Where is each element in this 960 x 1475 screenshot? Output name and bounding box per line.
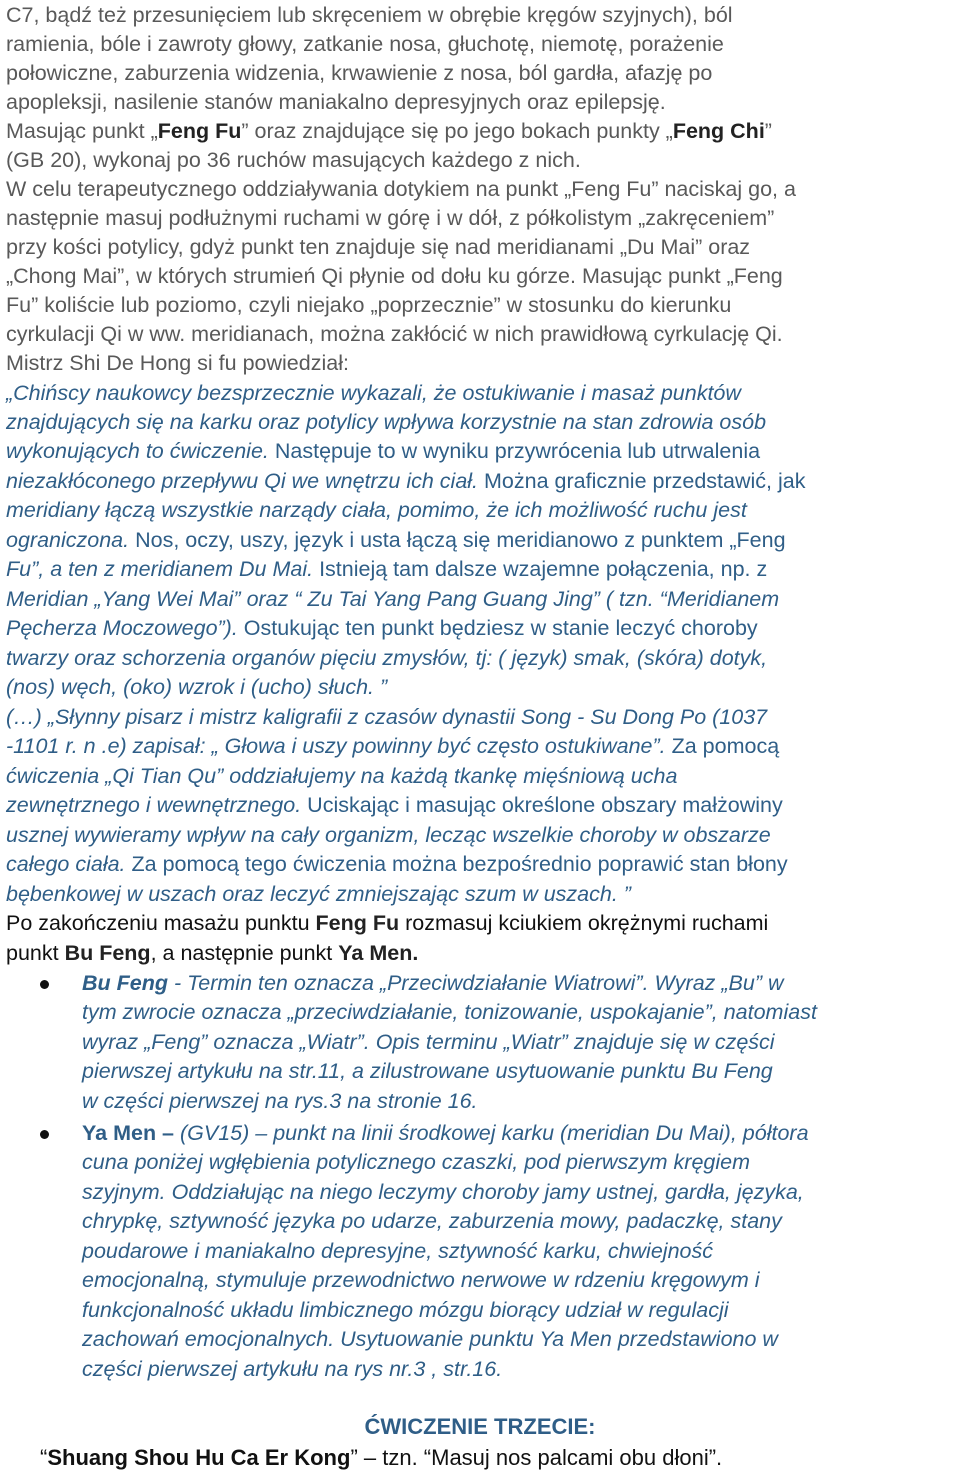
text-span: ” – tzn. “Masuj nos palcami obu dłoni”.: [350, 1445, 723, 1470]
list-item-line: funkcjonalność układu limbicznego mózgu biorący udział w regulacji: [82, 1298, 729, 1322]
quote-line: [6, 790, 783, 820]
text-span: Masując punkt „: [6, 119, 158, 143]
text-span: Za pomocą tego ćwiczenia można bezpośrednio poprawić stan błony: [125, 852, 788, 876]
exercise-title: [40, 1443, 722, 1473]
quote-line: [6, 849, 788, 879]
text-line: apopleksji, nasilenie stanów maniakalno depresyjnych oraz epilepsję.: [6, 90, 666, 114]
quote-line: Meridian „Yang Wei Mai” oraz “ Zu Tai Yang Pang Guang Jing” ( tzn. “Meridianem: [6, 587, 780, 611]
list-item-ya-men: [82, 1118, 809, 1148]
list-item-line: poudarowe i maniakalno depresyjne, sztywność karku, chwiejność: [82, 1239, 713, 1263]
bullet-point: [40, 1130, 49, 1139]
quote-line: [6, 613, 758, 643]
term-feng-fu: Feng Fu: [157, 119, 242, 143]
term-feng-fu: Feng Fu: [315, 911, 400, 935]
text-line: W celu terapeutycznego oddziaływania dotykiem na punkt „Feng Fu” naciskaj go, a: [6, 177, 796, 201]
term-bu-feng: Bu Feng: [82, 971, 168, 995]
quote-line: „Chińscy naukowcy bezsprzecznie wykazali, że ostukiwanie i masaż punktów: [6, 381, 741, 405]
massage-paragraph: [6, 116, 772, 146]
text-span: Istnieją tam dalsze wzajemne połączenia, np. z: [313, 557, 768, 581]
text-span: - Termin ten oznacza „Przeciwdziałanie Wiatrowi”. Wyraz „Bu” w: [168, 971, 784, 995]
list-item-line: w części pierwszej na rys.3 na stronie 16.: [82, 1089, 478, 1113]
text-span: Uciskając i masując określone obszary małżowiny: [301, 793, 783, 817]
text-span: -1101 r. n .e) zapisał: „ Głowa i uszy powinny być często ostukiwane”.: [6, 734, 666, 758]
list-item-line: części pierwszej artykułu na rys nr.3 , str.16.: [82, 1357, 503, 1381]
term-ya-men: Ya Men.: [338, 941, 419, 965]
text-span: Nos, oczy, uszy, język i usta łączą się meridianowo z punktem „Feng: [129, 528, 786, 552]
text-span: Fu”, a ten z meridianem Du Mai.: [6, 557, 314, 581]
text-line: Fu” koliście lub poziomo, czyli niejako „poprzecznie” w stosunku do kierunku: [6, 293, 732, 317]
quote-line: (…) „Słynny pisarz i mistrz kaligrafii z czasów dynastii Song - Su Dong Po (1037: [6, 705, 768, 729]
text-line: (GB 20), wykonaj po 36 ruchów masujących każdego z nich.: [6, 148, 581, 172]
text-line: Mistrz Shi De Hong si fu powiedział:: [6, 351, 349, 375]
text-span: (GV15) – punkt na linii środkowej karku (meridian Du Mai), półtora: [174, 1121, 809, 1145]
list-item-bu-feng: [82, 968, 784, 998]
text-span: niezakłóconego przepływu Qi we wnętrzu ich ciał.: [6, 469, 479, 493]
text-span: Za pomocą: [665, 734, 780, 758]
text-span: punkt: [6, 941, 65, 965]
text-span: “: [40, 1445, 48, 1470]
list-item-line: pierwszej artykułu na str.11, a zilustrowane usytuowanie punktu Bu Feng: [82, 1059, 773, 1083]
text-span: Po zakończeniu masażu punktu: [6, 911, 316, 935]
text-span: ” oraz znajdujące się po jego bokach punkty „: [241, 119, 673, 143]
quote-line: meridiany łączą wszystkie narządy ciała, pomimo, że ich możliwość ruchu jest: [6, 498, 747, 522]
text-span: Ostukując ten punkt będziesz w stanie leczyć choroby: [237, 616, 758, 640]
text-span: Następuje to w wyniku przywrócenia lub utrwalenia: [268, 439, 761, 463]
text-span: Pęcherza Moczowego”).: [6, 616, 238, 640]
list-item-line: tym zwrocie oznacza „przeciwdziałanie, tonizowanie, uspokajanie”, natomiast: [82, 1000, 817, 1024]
quote-line: [6, 554, 767, 584]
text-line: połowiczne, zaburzenia widzenia, krwawienie z nosa, ból gardła, afazję po: [6, 61, 713, 85]
text-span: całego ciała.: [6, 852, 126, 876]
text-line: C7, bądź też przesunięciem lub skręceniem w obrębie kręgów szyjnych), ból: [6, 3, 733, 27]
after-paragraph: [6, 938, 418, 968]
quote-line: [6, 525, 786, 555]
bullet-point: [40, 980, 49, 989]
list-item-line: cuna poniżej wgłębienia potylicznego czaszki, pod pierwszym kręgiem: [82, 1150, 751, 1174]
exercise-name: Shuang Shou Hu Ca Er Kong: [47, 1445, 351, 1470]
quote-line: twarzy oraz schorzenia organów pięciu zmysłów, tj: ( język) smak, (skóra) dotyk,: [6, 646, 768, 670]
term-bu-feng: Bu Feng: [64, 941, 151, 965]
list-item-line: zachowań emocjonalnych. Usytuowanie punktu Ya Men przedstawiono w: [82, 1327, 778, 1351]
text-line: następnie masuj podłużnymi ruchami w górę i w dół, z półkolistym „zakręceniem”: [6, 206, 775, 230]
list-item-line: chrypkę, sztywność języka po udarze, zaburzenia mowy, padaczkę, stany: [82, 1209, 782, 1233]
quote-line: znajdujących się na karku oraz potylicy wpływa korzystnie na stan zdrowia osób: [6, 410, 767, 434]
text-span: Można graficznie przedstawić, jak: [478, 469, 806, 493]
quote-line: bębenkowej w uszach oraz leczyć zmniejszając szum w uszach. ”: [6, 882, 631, 906]
term-ya-men: Ya Men –: [82, 1121, 175, 1145]
quote-line: [6, 436, 760, 466]
section-heading: ĆWICZENIE TRZECIE:: [364, 1414, 596, 1439]
text-line: cyrkulacji Qi w ww. meridianach, można zakłócić w nich prawidłową cyrkulację Qi.: [6, 322, 783, 346]
list-item-line: wyraz „Feng” oznacza „Wiatr”. Opis terminu „Wiatr” znajduje się w części: [82, 1030, 775, 1054]
text-span: , a następnie punkt: [150, 941, 339, 965]
text-span: ”: [764, 119, 772, 143]
quote-line: [6, 731, 779, 761]
list-item-line: szyjnym. Oddziałując na niego leczymy choroby jamy ustnej, gardła, języka,: [82, 1180, 804, 1204]
text-line: przy kości potylicy, gdyż punkt ten znajduje się nad meridianami „Du Mai” oraz: [6, 235, 751, 259]
text-line: „Chong Mai”, w których strumień Qi płynie od dołu ku górze. Masując punkt „Feng: [6, 264, 783, 288]
text-span: rozmasuj kciukiem okrężnymi ruchami: [399, 911, 769, 935]
quote-line: ćwiczenia „Qi Tian Qu” oddziałujemy na każdą tkankę mięśniową ucha: [6, 764, 678, 788]
text-span: ograniczona.: [6, 528, 130, 552]
text-line: ramienia, bóle i zawroty głowy, zatkanie nosa, głuchotę, niemotę, porażenie: [6, 32, 724, 56]
after-paragraph: [6, 908, 768, 938]
quote-line: [6, 466, 805, 496]
text-span: zewnętrznego i wewnętrznego.: [6, 793, 302, 817]
quote-line: usznej wywieramy wpływ na cały organizm, lecząc wszelkie choroby w obszarze: [6, 823, 771, 847]
quote-line: (nos) węch, (oko) wzrok i (ucho) słuch. ”: [6, 675, 388, 699]
text-span: wykonujących to ćwiczenie.: [6, 439, 269, 463]
list-item-line: emocjonalną, stymuluje przewodnictwo nerwowe w rdzeniu kręgowym i: [82, 1268, 760, 1292]
term-feng-chi: Feng Chi: [672, 119, 765, 143]
